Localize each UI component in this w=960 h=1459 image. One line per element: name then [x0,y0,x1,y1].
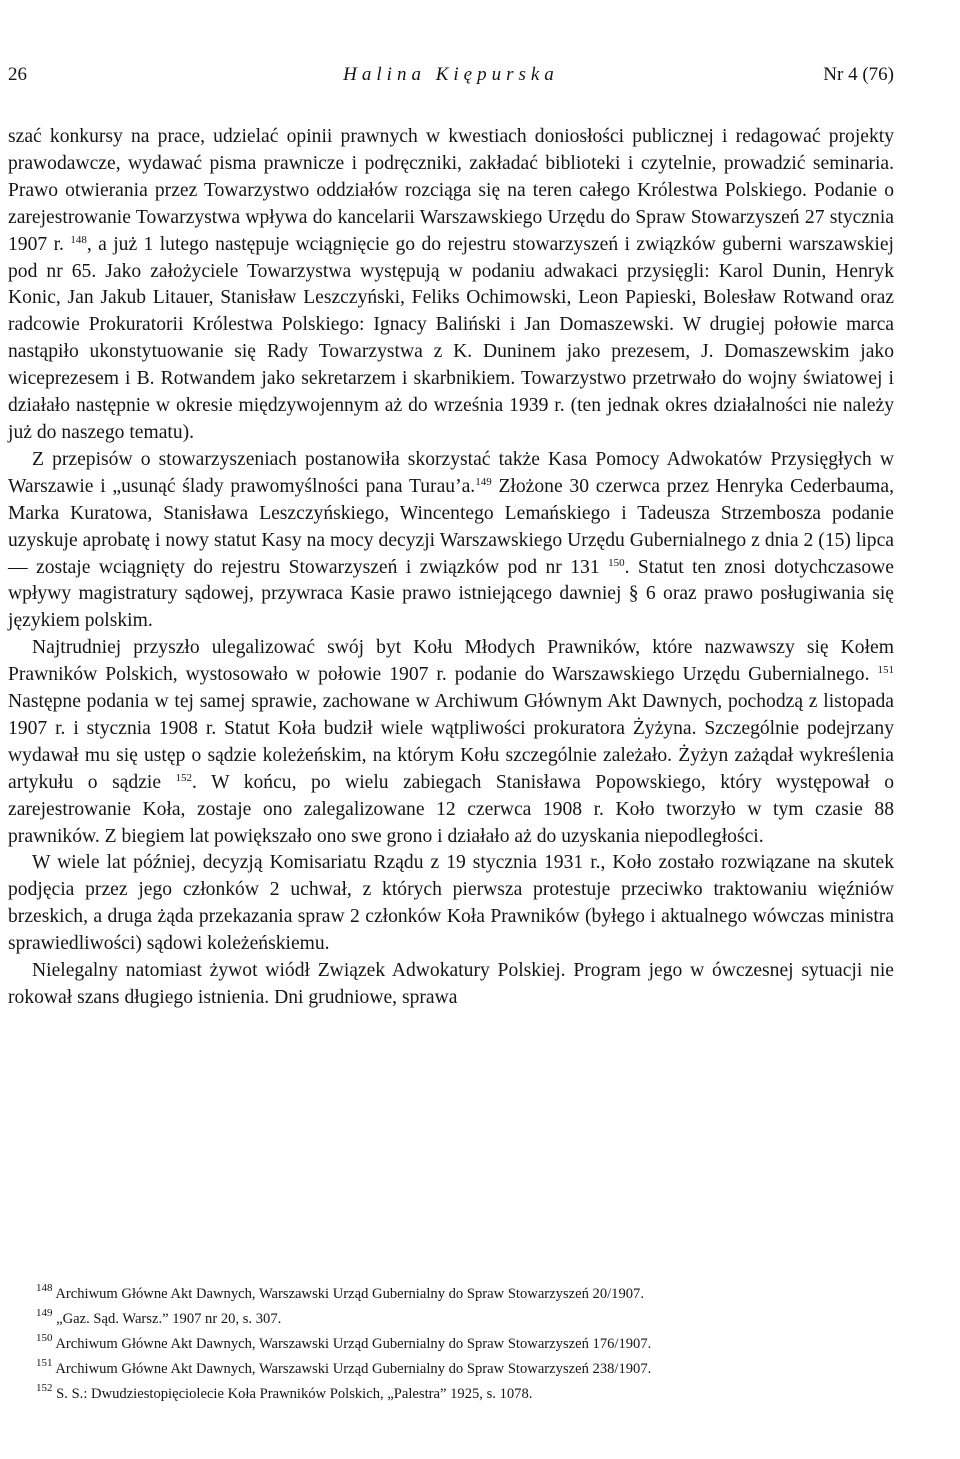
paragraph-text: Następne podania w tej samej sprawie, zachowane w Archiwum Głównym Akt Dawnych, pochodzą z listopada 1907 r. i stycznia 1908 r. Statut Koła budził wiele wątpliwości prokuratora Żyżyna. Szczególnie podejrzany wydawał mu się ustęp o sądzie koleżeńskim, na którym Kołu szczególnie zależało. Żyżyn zażądał wykreślenia artykułu o sądzie [8,691,894,793]
footnote-text: S. S.: Dwudziestopięciolecie Koła Prawników Polskich, „Palestra” 1925, s. 1078. [56,1386,533,1402]
footnote-text: Archiwum Główne Akt Dawnych, Warszawski Urząd Gubernialny do Spraw Stowarzyszeń 176/1907. [55,1336,652,1352]
paragraph-text: . Statut ten znosi dotychczasowe wpływy magistratury sądowej, przywraca Kasie prawo istniejącego dawniej § 6 oraz prawo posługiwania się językiem polskim. [8,556,894,632]
footnote-text: „Gaz. Sąd. Warsz.” 1907 nr 20, s. 307. [56,1311,282,1327]
footnote-text: Archiwum Główne Akt Dawnych, Warszawski Urząd Gubernialny do Spraw Stowarzyszeń 20/1907. [55,1286,645,1302]
body-text [8,124,894,1012]
footnote-text: Archiwum Główne Akt Dawnych, Warszawski Urząd Gubernialny do Spraw Stowarzyszeń 238/1907. [55,1361,652,1377]
body-paragraph [8,124,894,447]
footnote-reference: 148 [70,233,87,246]
page-header [8,60,894,90]
footnote [8,1384,894,1405]
footnote-reference: 151 [877,664,894,677]
footnote-reference: 152 [175,771,193,784]
paragraph-text: W wiele lat później, decyzją Komisariatu Rządu z 19 stycznia 1931 r., Koło zostało rozwiązane na skutek podjęcia przez jego członków 2 uchwał, z których pierwsza protestuje przeciwko traktowaniu więźniów brzeskich, a druga żąda przekazania spraw 2 członków Koła Prawników (byłego i aktualnego wówczas ministra sprawiedliwości) sądowi koleżeńskiemu. [8,852,894,955]
paragraph-text: , a już 1 lutego następuje wciągnięcie go do rejestru stowarzyszeń i związków guberni warszawskiej pod nr 65. Jako założyciele Towarzystwa występują w podaniu adwakaci przysięgli: Karol Dunin, Henryk Konic, Jan Jakub Litauer, Stanisław Leszczyński, Feliks Ochimowski, Leon Papieski, Bolesław Rotwand oraz radcowie Prokuratorii Królestwa Polskiego: Ignacy Baliński i Jan Domaszewski. W drugiej połowie marca nastąpiło ukonstytuowanie się Rady Towarzystwa z K. Duninem jako prezesem, J. Domaszewskim jako wiceprezesem i B. Rotwandem jako sekretarzem i skarbnikiem. Towarzystwo przetrwało do wojny światowej i działało następnie w okresie międzywojennym aż do września 1939 r. (ten jednak okres działalności nie należy już do naszego tematu). [8,233,894,443]
running-head-author: Halina Kiępurska [343,64,559,85]
footnote-reference: 149 [475,475,492,488]
issue-number: Nr 4 (76) [823,64,894,85]
paragraph-text: szać konkursy na prace, udzielać opinii prawnych w kwestiach doniosłości publicznej i redagować projekty prawodawcze, wydawać pisma prawnicze i podręczniki, zakładać biblioteki i czytelnie, prowadzić seminaria. Prawo otwierania przez Towarzystwo oddziałów rozciąga się na teren całego Królestwa Polskiego. Podanie o zarejestrowanie Towarzystwa wpływa do kancelarii Warszawskiego Urzędu do Spraw Stowarzyszeń 27 stycznia 1907 r. [8,126,894,255]
footnote [8,1284,894,1305]
paragraph-text: Nielegalny natomiast żywot wiódł Związek Adwokatury Polskiej. Program jego w ówczesnej sytuacji nie rokował szans długiego istnienia. Dni grudniowe, sprawa [8,960,894,1008]
footnote-number: 150 [36,1332,53,1344]
paragraph-text: Złożone 30 czerwca przez Henryka Cederbauma, Marka Kuratowa, Stanisława Leszczyńskiego, Wincentego Lemańskiego i Tadeusza Strzembosza podanie uzyskuje aprobatę i nowy statut Kasy na mocy decyzji Warszawskiego Urzędu Gubernialnego z dnia 2 (15) lipca — zostaje wciągnięty do rejestru Stowarzyszeń i związków pod nr 131 [8,475,894,578]
footnote-number: 151 [36,1357,53,1369]
footnote [8,1359,894,1380]
body-paragraph [8,958,894,1012]
page-number: 26 [8,64,27,85]
paragraph-text: . W końcu, po wielu zabiegach Stanisława Popowskiego, który występował o zarejestrowanie Koła, zostaje ono zalegalizowane 12 czerwca 1908 r. Koło tworzyło w tym czasie 88 prawników. Z biegiem lat powiększało ono swe grono i działało aż do uzyskania niepodległości. [8,771,894,847]
body-paragraph [8,635,894,850]
footnote-number: 149 [36,1307,53,1319]
footnotes [8,1284,894,1409]
paragraph-text: Najtrudniej przyszło ulegalizować swój byt Kołu Młodych Prawników, które nazwawszy się Kołem Prawników Polskich, wystosowało w połowie 1907 r. podanie do Warszawskiego Urzędu Gubernialnego. [8,637,894,686]
body-paragraph [8,447,894,635]
footnote-number: 152 [36,1382,53,1394]
footnote-reference: 150 [608,556,625,569]
paragraph-text: Z przepisów o stowarzyszeniach postanowiła skorzystać także Kasa Pomocy Adwokatów Przysięgłych w Warszawie i „usunąć ślady prawomyślności pana Turau’a. [8,448,894,497]
footnote [8,1334,894,1355]
body-paragraph [8,850,894,958]
footnote-number: 148 [36,1282,53,1294]
footnote [8,1309,894,1330]
